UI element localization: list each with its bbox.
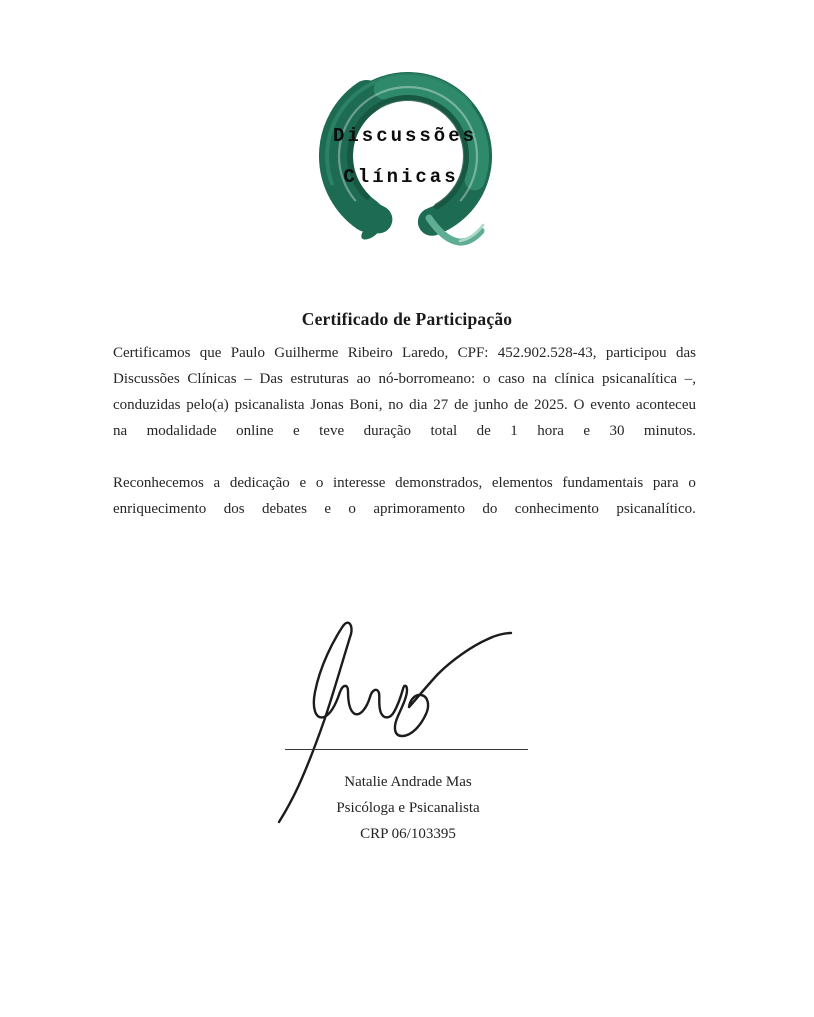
body-paragraph-2: Reconhecemos a dedicação e o interesse demonstrados, elementos fundamentais para o enriquecimento dos debates e o aprimoramento do conhecimento psicanalítico. [113,475,696,517]
logo-text-line-1: Discussões [332,125,478,147]
logo-text-line-2: Clínicas [343,166,459,188]
signatory-name: Natalie Andrade Mas [344,774,472,790]
certificate-title: Certificado de Participação [301,309,513,329]
body-paragraph-1: Certificamos que Paulo Guilherme Ribeiro Laredo, CPF: 452.902.528-43, participou das Discussões Clínicas – Das estruturas ao nó-borromeano: o caso na clínica psicanalítica –, conduzidas pelo(a) psicanalista Jonas Boni, no dia 27 de junho de 2025. O evento aconteceu na modalidade online e teve duração total de 1 hora e 30 minutos. [113,345,696,439]
brush-ring-inner-shade [350,98,466,206]
enso-brush-circle-icon [308,60,508,252]
certificate-body [113,343,696,525]
logo [308,60,508,252]
signature-block [283,769,533,847]
signature-line [285,749,528,750]
signatory-role: Psicóloga e Psicanalista [336,800,480,816]
signatory-registration: CRP 06/103395 [360,826,456,842]
